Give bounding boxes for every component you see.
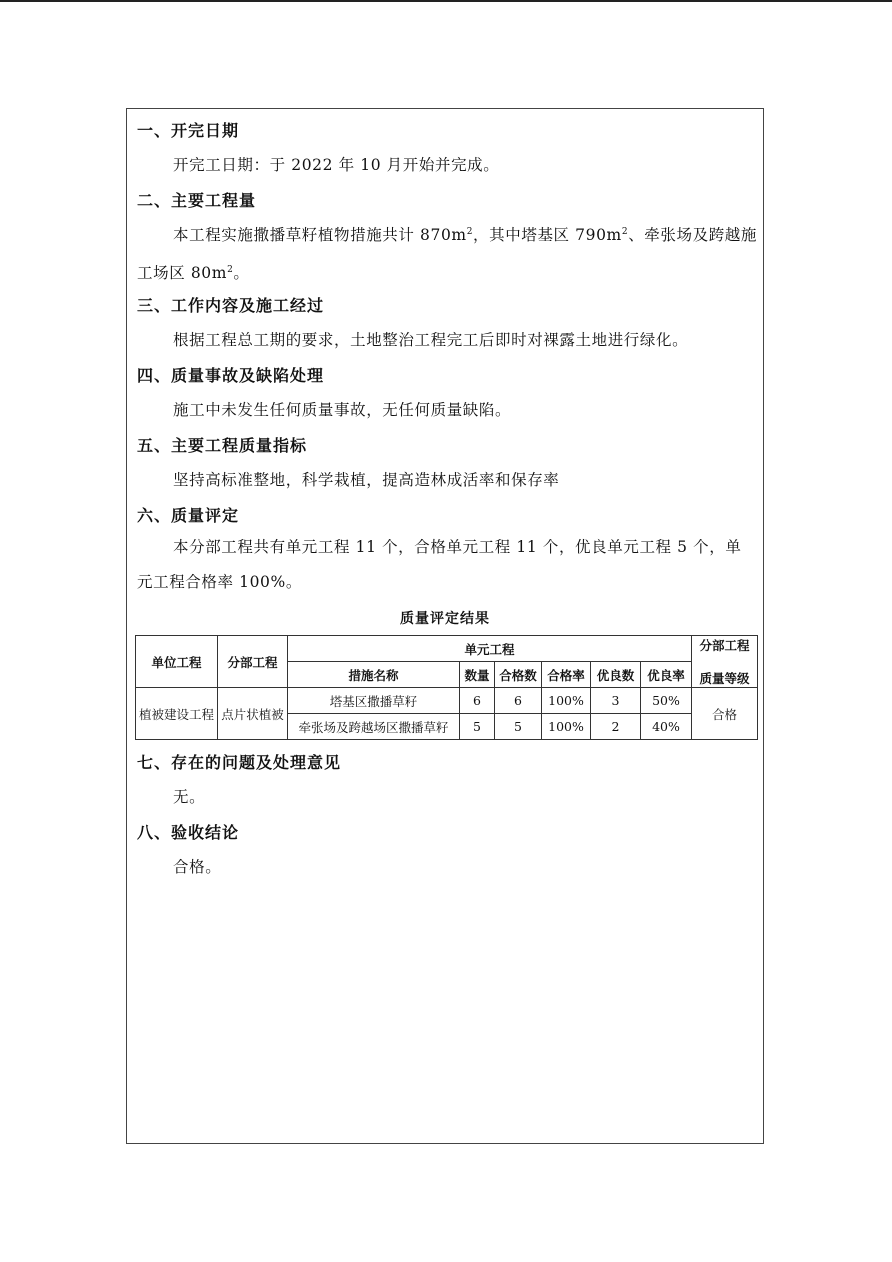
cell-excellent-count: 2 [591,714,641,740]
section-heading-dates: 一、开完日期 [137,121,240,140]
section-heading-defects: 四、质量事故及缺陷处理 [137,366,325,385]
header-element-group: 单元工程 [288,636,692,662]
section-text-dates: 开完工日期：于 2022 年 10 月开始并完成。 [173,156,500,174]
header-sub-project: 分部工程 [218,636,288,688]
cell-excellent-rate: 40% [641,714,692,740]
header-measure-name: 措施名称 [288,662,460,688]
section-text-defects: 施工中未发生任何质量事故，无任何质量缺陷。 [173,401,512,419]
section-heading-conclusion: 八、验收结论 [137,823,240,842]
section-heading-work: 三、工作内容及施工经过 [137,296,325,315]
section-text-quantities: 本工程实施撒播草籽植物措施共计 $870m^2$，其中塔基区 $790m^2$、牵张场及跨越施工场区 $80m^2$。 [137,226,757,282]
table-row [136,688,758,714]
page-top-rule [0,0,892,2]
header-unit-project: 单位工程 [136,636,218,688]
report-frame [126,108,764,1144]
cell-excellent-rate: 50% [641,688,692,714]
header-pass-count: 合格数 [495,662,542,688]
section-text-evaluation: 本分部工程共有单元工程 11 个，合格单元工程 11 个，优良单元工程 5 个，单元工程合格率 100%。 [137,538,742,591]
section-text-issues: 无。 [173,788,206,806]
cell-unit-project: 植被建设工程 [136,688,218,740]
cell-measure-name: 塔基区撒播草籽 [288,688,460,714]
section-text-conclusion: 合格。 [173,858,222,876]
header-pass-rate: 合格率 [542,662,591,688]
section-heading-evaluation: 六、质量评定 [137,506,240,525]
cell-pass-count: 5 [495,714,542,740]
header-count: 数量 [460,662,495,688]
table-header-row-1 [136,636,758,662]
cell-pass-count: 6 [495,688,542,714]
section-heading-quantities: 二、主要工程量 [137,191,257,210]
section-text-work: 根据工程总工期的要求，土地整治工程完工后即时对裸露土地进行绿化。 [173,331,689,349]
section-heading-issues: 七、存在的问题及处理意见 [137,753,342,772]
cell-pass-rate: 100% [542,688,591,714]
section-heading-indicators: 五、主要工程质量指标 [137,436,308,455]
header-quality-grade: 分部工程 质量等级 [692,636,758,688]
header-excellent-rate: 优良率 [641,662,692,688]
section-text-indicators: 坚持高标准整地，科学栽植，提高造林成活率和保存率 [173,471,560,489]
header-excellent-count: 优良数 [591,662,641,688]
cell-count: 6 [460,688,495,714]
cell-count: 5 [460,714,495,740]
cell-sub-project: 点片状植被 [218,688,288,740]
cell-pass-rate: 100% [542,714,591,740]
cell-quality-grade: 合格 [692,688,758,740]
cell-measure-name: 牵张场及跨越场区撒播草籽 [288,714,460,740]
cell-excellent-count: 3 [591,688,641,714]
quality-evaluation-table [135,635,758,740]
table-caption: 质量评定结果 [400,611,490,627]
